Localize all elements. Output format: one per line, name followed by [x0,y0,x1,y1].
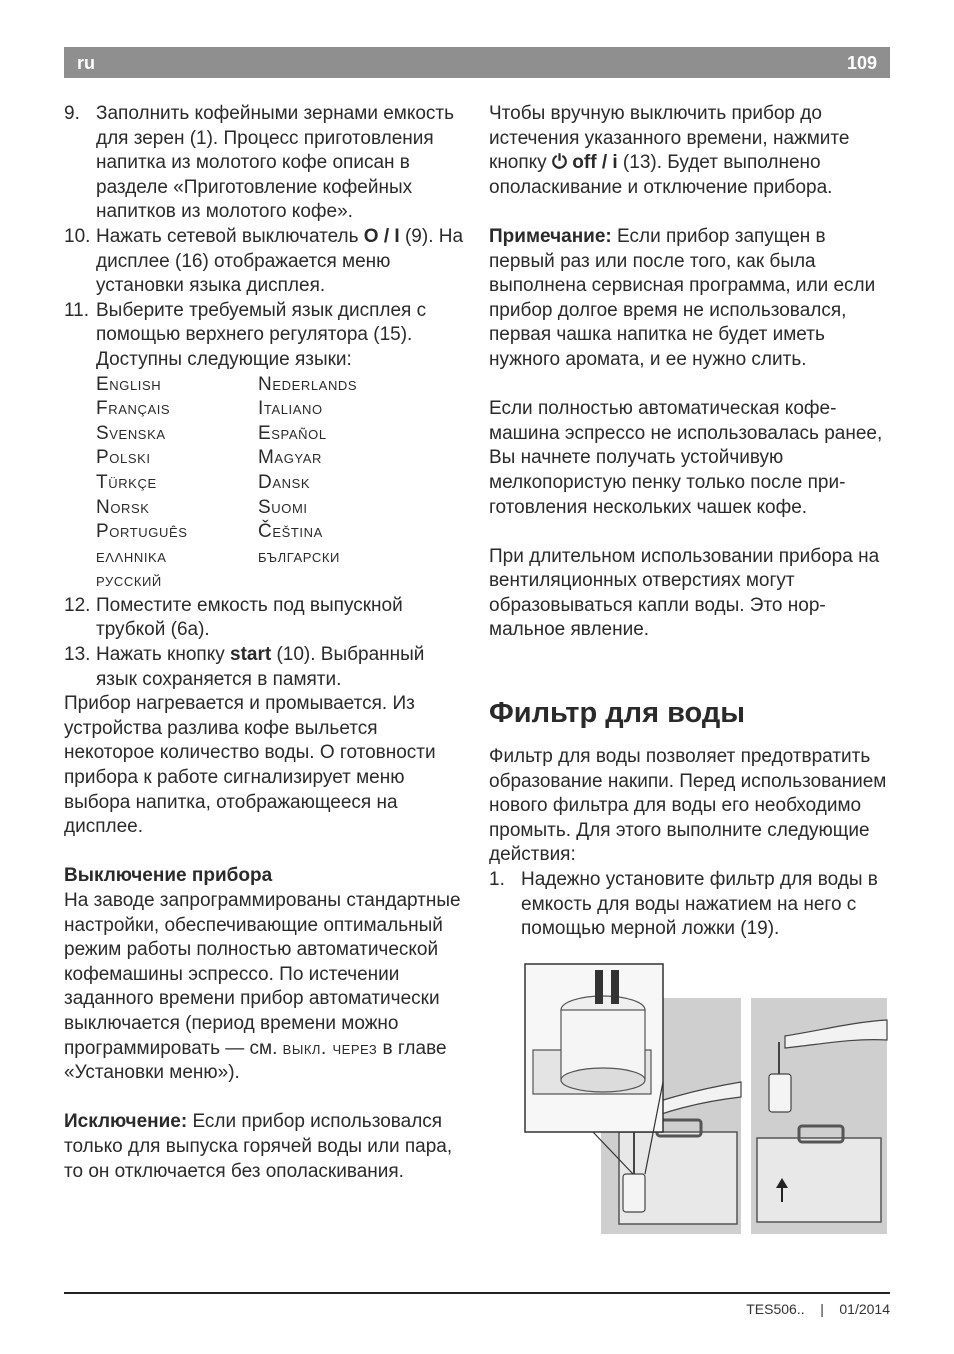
step-number: 12. [64,594,91,616]
heating-paragraph: Прибор нагревается и промывается. Из устройства разлива кофе выльется некоторое количество воды. О готовности прибора к работе сигнализирует меню выбора напитка, отображающееся на дисплее. [64,693,436,838]
left-column [64,102,464,1184]
language-item: Svenska [96,422,166,444]
filter-cartridge-2 [769,1074,791,1112]
shutdown-heading: Выключение прибора [64,865,273,887]
language-item: Suomi [258,496,308,518]
language-item: Português [96,521,188,543]
page-number: 109 [846,53,877,73]
off-button-label: ⏻ off / i [551,152,618,174]
step-text: Нажать кнопку [96,644,230,666]
language-item: русский [96,570,162,592]
exception-label: Исключение: [64,1111,188,1133]
step-13 [64,643,464,692]
step-number: 9. [64,103,80,124]
start-button-label: start [230,644,272,666]
right-column [489,102,889,1237]
note-label: Примечание: [489,225,612,247]
section-title: Фильтр для воды [489,697,746,730]
menu-reference: выкл. через [282,1037,378,1059]
language-item: български [258,545,340,567]
step-12 [64,594,464,643]
language-item: Norsk [96,496,150,518]
language-item: English [96,373,162,395]
language-item: Français [96,398,171,420]
footer-separator: | [820,1301,824,1317]
language-item: Türkçe [96,471,157,493]
language-item: Polski [96,447,151,469]
step-text: Поместите емкость под выпускной трубкой (6a). [96,594,403,641]
language-item: Español [258,422,327,444]
filter-intro: Фильтр для воды позволяет предотвратить образование накипи. Перед использованием нового фильтра для воды его необходимо промыть. Для этого выполните следующие действия: [489,746,887,866]
filter-cartridge [623,1174,645,1212]
step-text: Надежно установите фильтр для воды в емкость для воды нажатием на него с помощью мерной ложки (19). [521,869,878,940]
step-10 [64,225,464,299]
filter-illustration [523,962,889,1237]
step-text: Заполнить кофейными зернами емкость для зерен (1). Процесс приготовления напитка из молотого кофе описан в разделе «Приготовление кофейных напитков из молотого кофе». [96,103,455,223]
step-9 [64,102,464,225]
step-number: 1. [489,869,505,891]
shutdown-paragraph: На заводе запрограммированы стандартные настройки, обеспечивающие оптимальный режим работы полностью автоматической кофемашины эспрессо. По истечении заданного времени прибор автоматически выключается (период времени можно программировать — см. выкл. через в главе «Установки меню»). [64,890,461,1084]
drops-paragraph: При длительном использовании прибора на вентиляционных отверстиях могут образовываться капли воды. Это нормальное явление. [489,545,880,641]
water-tank-2 [757,1138,881,1222]
header-bar [64,47,890,78]
model-number: TES506.. [746,1301,805,1317]
power-switch-label: O / I [363,225,400,247]
foam-paragraph: Если полностью автоматическая кофемашина эспрессо не использовалась ранее, Вы начнете получать устойчивую мелкопористую пенку только после приготовления нескольких чашек кофе. [489,398,883,518]
manual-off-paragraph: Чтобы вручную выключить прибор до истечения указанного времени, нажмите кнопку ⏻ off / i (13). Будет выполнено ополаскивание и отключение прибора. [489,103,850,198]
step-text: Выберите требуемый язык дисплея с помощью верхнего регулятора (15). Доступны следующие языки: [96,299,427,370]
language-item: Čeština [258,521,323,543]
step-number: 13. [64,644,91,666]
step-11 [64,299,464,594]
step-text: Нажать сетевой выключатель [96,225,364,247]
footer [746,1297,890,1322]
step-number: 10. [64,225,91,247]
step-number: 11. [64,299,90,321]
note-paragraph: Примечание: Если прибор запущен в первый раз или после того, как была выполнена сервисная программа, или если прибор долгое время не использовался, первая чашка напитка не будет иметь нужного аромата, и ее нужно слить. [489,225,876,370]
language-item: Dansk [258,471,311,493]
language-item: Magyar [258,447,322,469]
filter-step-1 [489,868,889,942]
language-code: ru [77,53,95,73]
language-item: Nederlands [258,373,358,395]
language-list [96,373,464,594]
exception-paragraph: Исключение: Если прибор использовался только для выпуска горячей воды или пара, то он отключается без ополаскивания. [64,1111,453,1182]
footer-rule [64,1292,890,1294]
step-text: (10). Выбранный язык сохраняется в памяти. [96,644,425,690]
language-item: ελλhnika [96,545,167,567]
step-text: (9). На дисплее (16) отображается меню установки языка дисплея. [96,225,464,297]
language-item: Italiano [258,398,323,420]
footer-date: 01/2014 [839,1301,890,1317]
